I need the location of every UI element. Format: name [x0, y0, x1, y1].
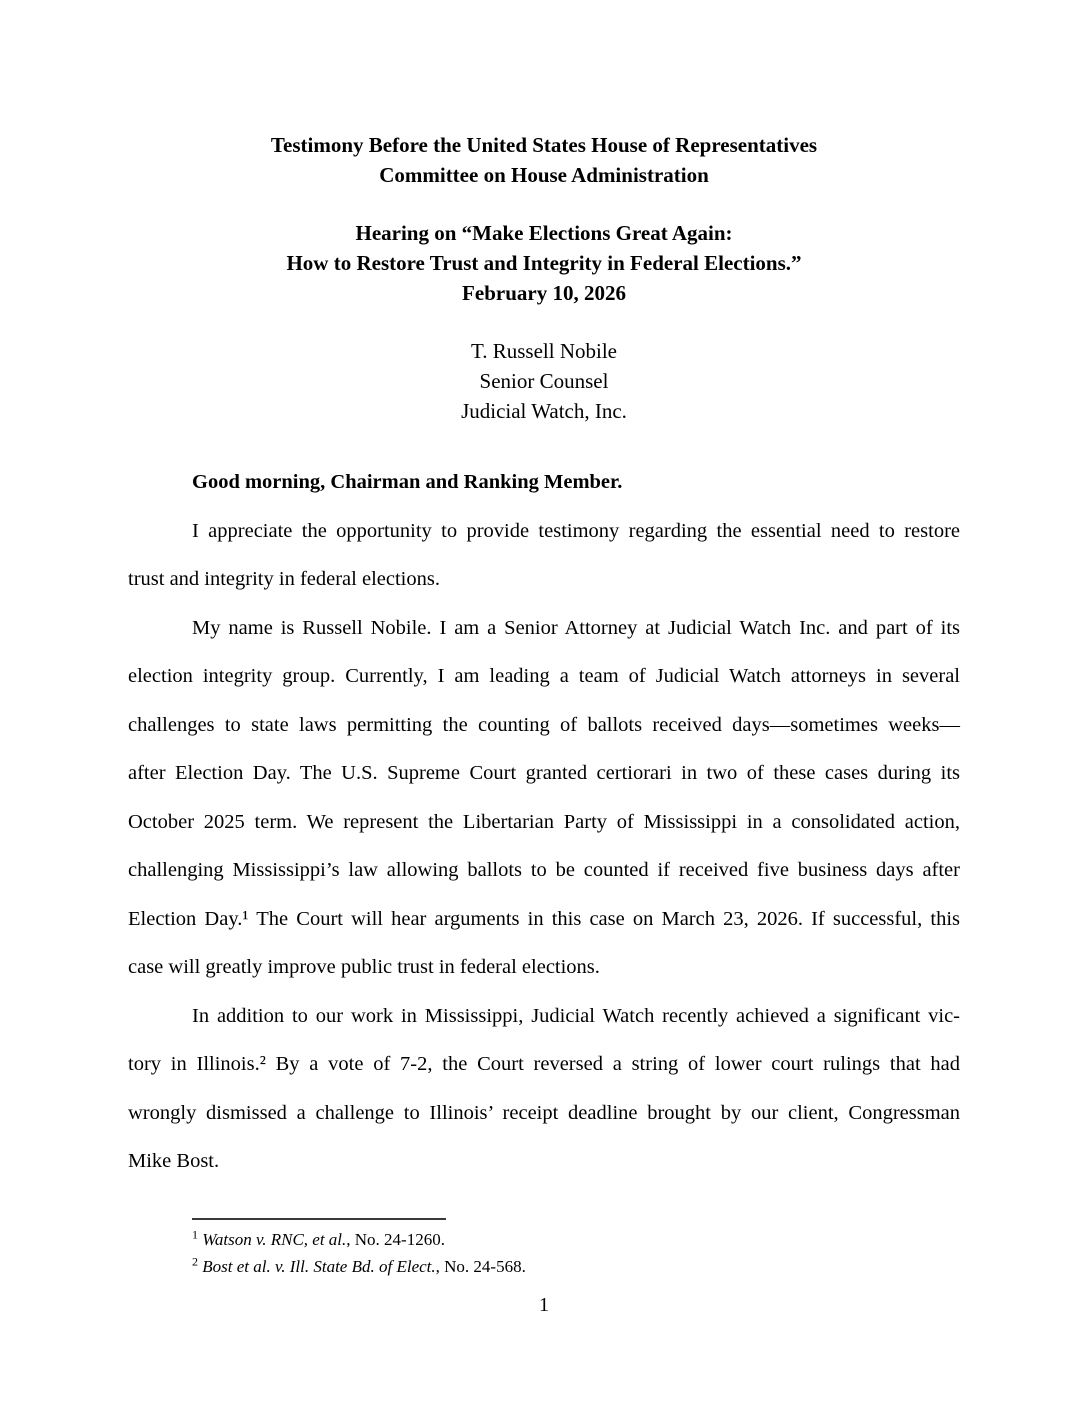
paragraph: [128, 604, 960, 992]
body-line: Election Day.¹ The Court will hear arguments in this case on March 23, 2026. If successful, this: [128, 907, 960, 930]
body-line: wrongly dismissed a challenge to Illinois’ receipt deadline brought by our client, Congressman: [128, 1101, 960, 1124]
document-title-line-1: Testimony Before the United States House of Representatives: [270, 133, 818, 157]
footnote-1: [192, 1226, 526, 1253]
footnote-1-case-citation: Watson v. RNC, et al.: [202, 1230, 347, 1249]
author-title: Senior Counsel: [479, 369, 609, 393]
body-line: after Election Day. The U.S. Supreme Court granted certiorari in two of these cases during its: [128, 762, 960, 784]
author-name: T. Russell Nobile: [470, 339, 617, 363]
body-line: Mike Bost.: [128, 1150, 220, 1172]
hearing-title-line-1: Hearing on “Make Elections Great Again:: [355, 221, 733, 245]
hearing-date: February 10, 2026: [462, 281, 626, 305]
body-line: My name is Russell Nobile. I am a Senior Attorney at Judicial Watch Inc. and part of its: [192, 616, 960, 639]
footnote-2-case-citation: Bost et al. v. Ill. State Bd. of Elect.: [202, 1257, 436, 1276]
footnote-2: [192, 1253, 526, 1280]
body-line: challenging Mississippi’s law allowing ballots to be counted if received five business days after: [128, 859, 960, 881]
footnote-2-docket: , No. 24-568.: [435, 1257, 526, 1276]
body-line: trust and integrity in federal elections.: [128, 568, 440, 590]
footnote-1-marker: 1: [192, 1227, 198, 1242]
paragraph: [128, 992, 960, 1186]
body-line: October 2025 term. We represent the Libertarian Party of Mississippi in a consolidated action,: [128, 810, 960, 833]
body-line: tory in Illinois.² By a vote of 7-2, the Court reversed a string of lower court rulings that had: [128, 1053, 960, 1075]
page-number: 1: [539, 1294, 549, 1316]
body-line: case will greatly improve public trust in federal elections.: [128, 956, 600, 978]
spacer: [128, 190, 960, 218]
salutation: Good morning, Chairman and Ranking Member.: [192, 471, 623, 493]
body-line: election integrity group. Currently, I am leading a team of Judicial Watch attorneys in several: [128, 665, 960, 687]
footnote-separator: [192, 1218, 446, 1220]
footnotes-section: [192, 1218, 526, 1280]
document-title-line-2: Committee on House Administration: [379, 163, 709, 187]
author-organization: Judicial Watch, Inc.: [461, 399, 627, 423]
hearing-title-line-2: How to Restore Trust and Integrity in Federal Elections.”: [286, 251, 802, 275]
footnote-2-marker: 2: [192, 1254, 198, 1269]
document-content: [128, 130, 960, 1186]
testimony-body: [128, 458, 960, 1186]
paragraph: [128, 507, 960, 604]
body-line: I appreciate the opportunity to provide testimony regarding the essential need to restore: [192, 519, 960, 542]
spacer: [128, 308, 960, 336]
body-line: challenges to state laws permitting the counting of ballots received days—sometimes weeks—: [128, 713, 960, 736]
body-line: In addition to our work in Mississippi, Judicial Watch recently achieved a significant vic-: [192, 1004, 960, 1027]
footnote-1-docket: , No. 24-1260.: [346, 1230, 445, 1249]
